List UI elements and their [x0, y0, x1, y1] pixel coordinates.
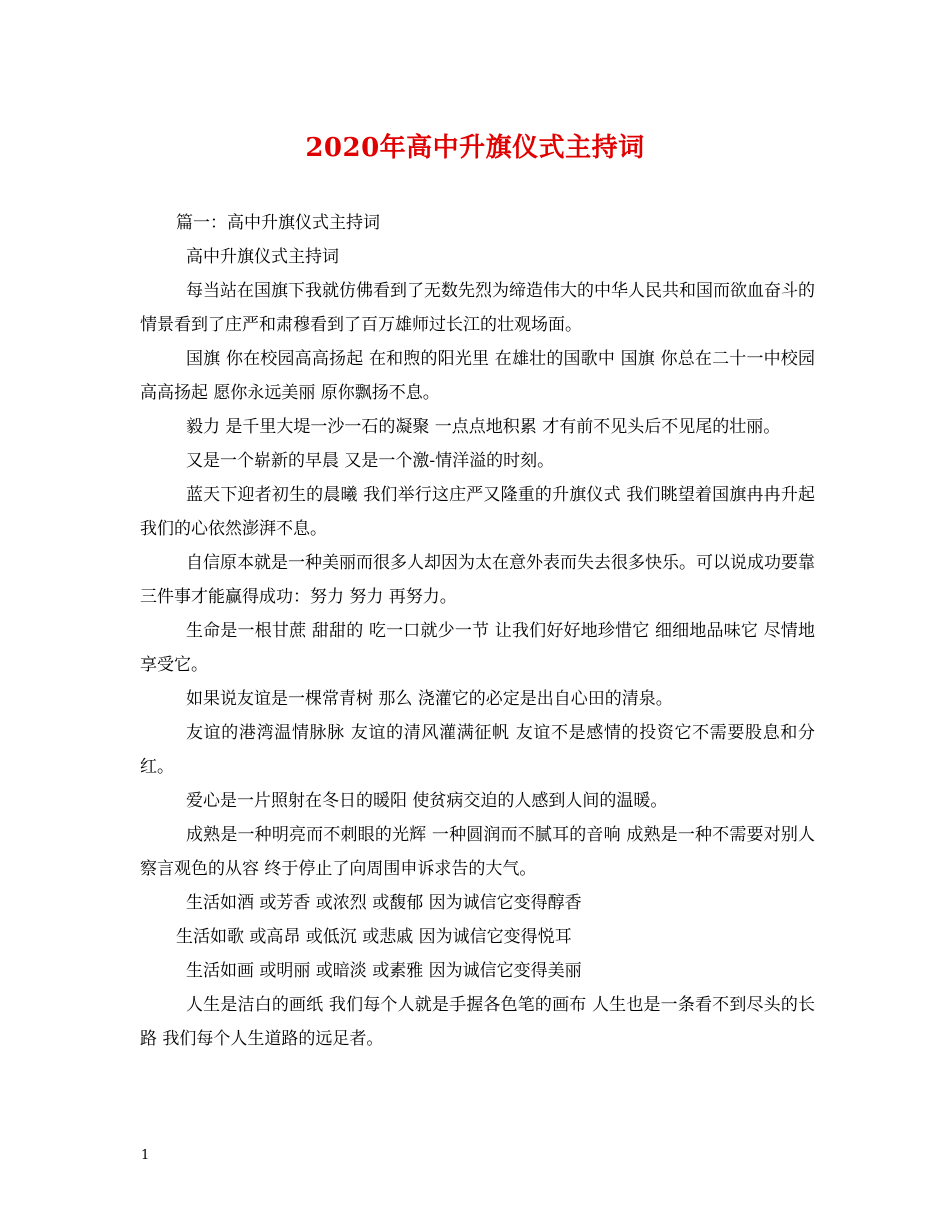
- paragraph: 国旗 你在校园高高扬起 在和煦的阳光里 在雄壮的国歌中 国旗 你总在二十一中校园高高扬起 愿你永远美丽 原你飘扬不息。: [140, 349, 815, 403]
- paragraph: 生活如酒 或芳香 或浓烈 或馥郁 因为诚信它变得醇香: [186, 893, 582, 913]
- paragraph: 人生是洁白的画纸 我们每个人就是手握各色笔的画布 人生也是一条看不到尽头的长路 我们每个人生道路的远足者。: [140, 995, 815, 1049]
- paragraph: 友谊的港湾温情脉脉 友谊的清风灌满征帆 友谊不是感情的投资它不需要股息和分红。: [140, 723, 815, 777]
- paragraph: 蓝天下迎者初生的晨曦 我们举行这庄严又隆重的升旗仪式 我们眺望着国旗冉冉升起 我们的心依然澎湃不息。: [140, 485, 815, 539]
- paragraph: 每当站在国旗下我就仿佛看到了无数先烈为缔造伟大的中华人民共和国而欲血奋斗的情景看到了庄严和肃穆看到了百万雄师过长江的壮观场面。: [140, 281, 815, 335]
- paragraph: 如果说友谊是一棵常青树 那么 浇灌它的必定是出自心田的清泉。: [186, 689, 673, 709]
- section-heading: 篇一：高中升旗仪式主持词: [176, 213, 380, 233]
- paragraph: 生活如歌 或高昂 或低沉 或悲戚 因为诚信它变得悦耳: [176, 927, 572, 947]
- paragraph: 生命是一根甘蔗 甜甜的 吃一口就少一节 让我们好好地珍惜它 细细地品味它 尽情地享受它。: [140, 621, 815, 675]
- paragraph: 成熟是一种明亮而不刺眼的光辉 一种圆润而不腻耳的音响 成熟是一种不需要对别人察言观色的从容 终于停止了向周围申诉求告的大气。: [140, 825, 815, 879]
- subheading: 高中升旗仪式主持词: [186, 247, 339, 267]
- paragraph: 毅力 是千里大堤一沙一石的凝聚 一点点地积累 才有前不见头后不见尾的壮丽。: [186, 417, 781, 437]
- document-title: 2020年高中升旗仪式主持词: [305, 133, 645, 163]
- paragraph: 又是一个崭新的早晨 又是一个激-情洋溢的时刻。: [186, 451, 555, 471]
- paragraph: 爱心是一片照射在冬日的暖阳 使贫病交迫的人感到人间的温暖。: [186, 791, 668, 811]
- document-body: [140, 206, 815, 1056]
- page-number: 1: [141, 1148, 150, 1163]
- paragraph: 自信原本就是一种美丽而很多人却因为太在意外表而失去很多快乐。可以说成功要靠三件事才能赢得成功：努力 努力 再努力。: [140, 553, 815, 607]
- paragraph: 生活如画 或明丽 或暗淡 或素雅 因为诚信它变得美丽: [186, 961, 582, 981]
